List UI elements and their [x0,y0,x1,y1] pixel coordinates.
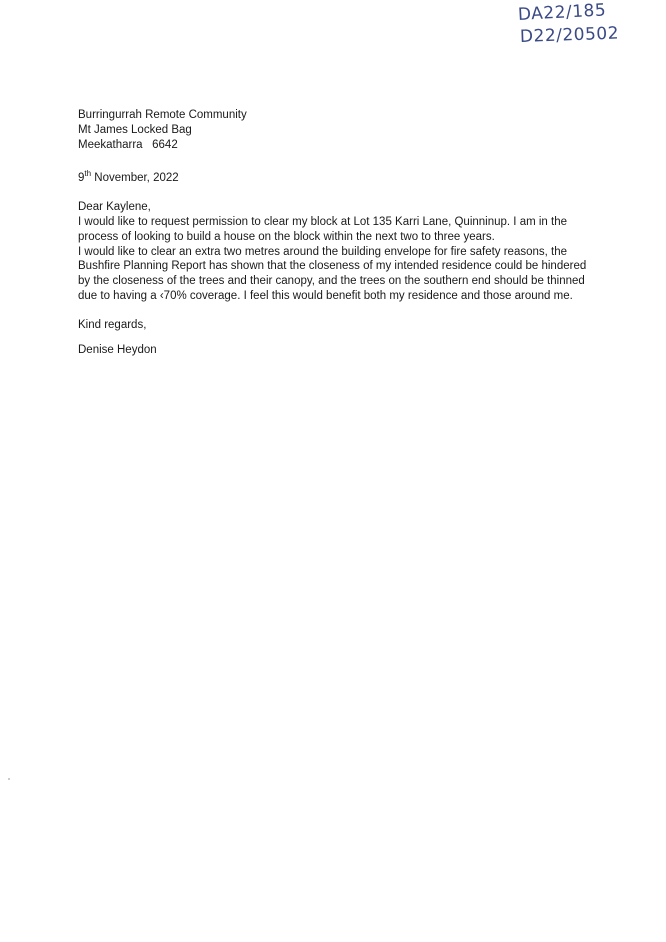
scan-speck [8,778,10,780]
paragraph-1-line-2: process of looking to build a house on the block within the next two to three years. [78,230,495,243]
sender-address-line-3: Meekatharra 6642 [78,138,178,151]
signature-name: Denise Heydon [78,343,157,356]
letter-body [78,108,598,357]
paragraph-2 [78,245,598,304]
handwritten-application-number: DA22/185 [517,0,607,25]
date-day-suffix: th [84,169,92,179]
paragraph-1 [78,215,598,245]
salutation: Dear Kaylene, [78,201,151,214]
closing: Kind regards, [78,318,147,331]
date-month-year: November, 2022 [91,172,179,185]
handwritten-document-number: D22/20502 [519,23,620,47]
sender-address-line-2: Mt James Locked Bag [78,123,192,136]
paragraph-2-line-2: Bushfire Planning Report has shown that the closeness of my intended residence could be hindered [78,260,587,273]
sender-address-line-1: Burringurrah Remote Community [78,109,247,121]
paragraph-2-line-1: I would like to clear an extra two metres around the building envelope for fire safety reasons, the [78,245,568,258]
paragraph-2-line-3: by the closeness of the trees and their canopy, and the trees on the southern end should be thinned [78,275,585,288]
paragraph-1-line-1: I would like to request permission to clear my block at Lot 135 Karri Lane, Quinninup. I am in the [78,215,568,228]
paragraph-2-line-4: due to having a ‹70% coverage. I feel this would benefit both my residence and those around me. [78,289,573,302]
handwritten-reference-numbers [517,0,658,48]
sender-address [78,108,598,152]
letter-date [78,171,598,186]
date-day: 9 [78,172,85,185]
